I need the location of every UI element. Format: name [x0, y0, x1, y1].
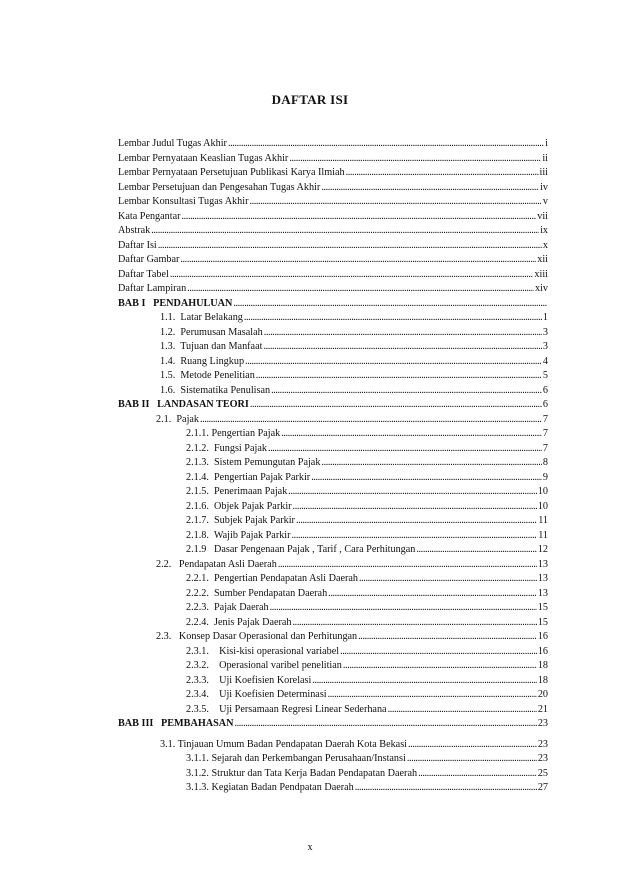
- toc-leader-dots: [346, 166, 539, 181]
- toc-leader-dots: [359, 572, 537, 587]
- toc-entry-page: 16: [537, 645, 548, 657]
- toc-entry: [118, 239, 548, 254]
- toc-entry-label: 3.1. Tinjauan Umum Badan Pendapatan Daerah Kota Bekasi: [160, 738, 407, 750]
- toc-entry-page: xii: [537, 254, 548, 265]
- toc-entry-page: 10: [537, 486, 548, 497]
- toc-leader-dots: [158, 239, 542, 254]
- toc-entry-page: 10: [537, 500, 548, 512]
- toc-entry-label: 2.2.1. Pengertian Pendapatan Asli Daerah: [186, 573, 359, 584]
- toc-entry-page: 8: [542, 457, 548, 468]
- toc-entry: [118, 514, 548, 529]
- toc-entry-page: 12: [537, 544, 548, 555]
- toc-entry: [118, 630, 548, 645]
- toc-entry-label: Daftar Lampiran: [118, 283, 187, 294]
- toc-leader-dots: [293, 616, 537, 631]
- toc-entry-page: 5: [542, 370, 548, 381]
- toc-entry: [118, 485, 548, 500]
- toc-entry: [118, 616, 548, 631]
- toc-entry: [118, 471, 548, 486]
- toc-entry-page: 21: [537, 703, 548, 715]
- toc-leader-dots: [312, 674, 536, 689]
- toc-chapter-entry: [118, 297, 548, 312]
- toc-entry-page: 23: [537, 753, 548, 764]
- toc-leader-dots: [256, 369, 542, 384]
- toc-leader-dots: [228, 137, 544, 152]
- toc-leader-dots: [200, 413, 542, 428]
- toc-entry-label: Lembar Persetujuan dan Pengesahan Tugas Akhir: [118, 181, 321, 193]
- toc-entry: [118, 500, 548, 515]
- toc-leader-dots: [271, 384, 542, 399]
- toc-leader-dots: [244, 311, 542, 326]
- toc-entry-page: xiii: [534, 268, 548, 280]
- toc-entry-label: 1.5. Metode Penelitian: [160, 370, 255, 381]
- toc-entry: [118, 224, 548, 239]
- toc-entry-page: ix: [540, 225, 548, 236]
- toc-entry-page: 15: [537, 602, 548, 613]
- toc-entry-page: 6: [542, 399, 548, 410]
- toc-leader-dots: [233, 297, 547, 312]
- toc-entry-label: 2.1.9 Dasar Pengenaan Pajak , Tarif , Cara Perhitungan: [186, 544, 416, 555]
- toc-chapter-entry: [118, 717, 548, 732]
- toc-entry: [118, 659, 548, 674]
- toc-entry-label: 2.3.2. Operasional varibel penelitian: [186, 660, 342, 671]
- toc-entry-label: 2.1.6. Objek Pajak Parkir: [186, 500, 292, 512]
- toc-entry-page: i: [545, 138, 548, 149]
- toc-entry-label: 1.2. Perumusan Masalah: [160, 326, 263, 338]
- toc-entry-label: 1.1. Latar Belakang: [160, 312, 243, 323]
- toc-entry: [118, 195, 548, 210]
- toc-entry-label: BAB II LANDASAN TEORI: [118, 399, 249, 410]
- toc-entry: [118, 456, 548, 471]
- toc-entry-label: 2.1.2. Fungsi Pajak: [186, 442, 267, 454]
- toc-entry-label: 2.1. Pajak: [156, 413, 200, 425]
- toc-entry-label: 2.1.8. Wajib Pajak Parkir: [186, 529, 291, 541]
- toc-entry-label: 2.1.3. Sistem Pemungutan Pajak: [186, 457, 321, 468]
- toc-entry-label: Kata Pengantar: [118, 210, 181, 222]
- toc-entry-label: 2.3.3. Uji Koefisien Korelasi: [186, 674, 312, 686]
- toc-leader-dots: [418, 767, 537, 782]
- toc-leader-dots: [170, 268, 534, 283]
- toc-entry-page: 18: [537, 660, 548, 671]
- toc-entry: [118, 326, 548, 341]
- toc-leader-dots: [292, 529, 538, 544]
- toc-entry-label: Lembar Pernyataan Persetujuan Publikasi Karya Ilmiah: [118, 167, 345, 178]
- toc-entry-label: Abstrak: [118, 225, 151, 236]
- toc-leader-dots: [249, 195, 541, 210]
- toc-entry: [118, 340, 548, 355]
- table-of-contents: [118, 137, 548, 796]
- toc-entry: [118, 166, 548, 181]
- toc-entry-label: 2.2.3. Pajak Daerah: [186, 602, 269, 613]
- toc-leader-dots: [407, 752, 537, 767]
- toc-leader-dots: [293, 500, 537, 515]
- toc-entry-page: 13: [537, 587, 548, 599]
- toc-entry-label: 1.4. Ruang Lingkup: [160, 355, 245, 367]
- toc-leader-dots: [182, 210, 537, 225]
- toc-entry-page: xiv: [534, 283, 548, 294]
- toc-leader-dots: [343, 659, 537, 674]
- toc-entry: [118, 529, 548, 544]
- toc-leader-dots: [388, 703, 537, 718]
- toc-entry-page: 23: [537, 738, 548, 750]
- toc-entry: [118, 311, 548, 326]
- toc-entry: [118, 688, 548, 703]
- toc-leader-dots: [416, 543, 536, 558]
- toc-entry-label: 2.2.2. Sumber Pendapatan Daerah: [186, 587, 328, 599]
- toc-entry-label: 2.2.4. Jenis Pajak Daerah: [186, 616, 292, 628]
- toc-leader-dots: [355, 781, 537, 796]
- toc-leader-dots: [180, 253, 536, 268]
- toc-leader-dots: [278, 558, 537, 573]
- toc-entry-page: 27: [537, 782, 548, 793]
- toc-entry: [118, 442, 548, 457]
- toc-entry-label: 2.1.7. Subjek Pajak Parkir: [186, 515, 295, 526]
- toc-leader-dots: [358, 630, 537, 645]
- toc-entry-label: Lembar Pernyataan Keaslian Tugas Akhir: [118, 152, 289, 164]
- toc-leader-dots: [288, 485, 537, 500]
- toc-chapter-entry: [118, 398, 548, 413]
- toc-entry: [118, 572, 548, 587]
- toc-leader-dots: [328, 688, 537, 703]
- toc-entry: [118, 738, 548, 753]
- toc-entry: [118, 355, 548, 370]
- toc-entry-label: 3.1.2. Struktur dan Tata Kerja Badan Pendapatan Daerah: [186, 767, 418, 779]
- toc-entry-label: 2.1.4. Pengertian Pajak Parkir: [186, 471, 311, 483]
- toc-entry-page: iv: [540, 181, 548, 193]
- toc-entry-page: 6: [542, 384, 548, 396]
- toc-entry: [118, 413, 548, 428]
- toc-entry: [118, 282, 548, 297]
- toc-entry-label: 1.3. Tujuan dan Manfaat: [160, 341, 263, 352]
- toc-leader-dots: [234, 717, 536, 732]
- toc-entry-page: 3: [542, 326, 548, 338]
- toc-entry: [118, 268, 548, 283]
- toc-entry: [118, 543, 548, 558]
- toc-leader-dots: [281, 427, 542, 442]
- toc-entry-label: BAB III PEMBAHASAN: [118, 718, 234, 729]
- toc-entry: [118, 384, 548, 399]
- toc-entry: [118, 703, 548, 718]
- toc-entry-page: 9: [542, 471, 548, 483]
- toc-entry: [118, 369, 548, 384]
- toc-entry-label: 1.6. Sistematika Penulisan: [160, 384, 271, 396]
- toc-entry-page: 1: [542, 312, 548, 323]
- toc-leader-dots: [250, 398, 542, 413]
- toc-entry-page: 23: [537, 718, 548, 729]
- toc-entry-page: 3: [542, 341, 548, 352]
- toc-entry-label: 2.3.4. Uji Koefisien Determinasi: [186, 689, 327, 700]
- toc-entry-label: BAB I PENDAHULUAN: [118, 297, 233, 309]
- toc-entry: [118, 645, 548, 660]
- toc-entry-label: Daftar Gambar: [118, 254, 180, 265]
- toc-entry-label: 2.1.1. Pengertian Pajak: [186, 428, 281, 439]
- toc-entry-page: v: [542, 196, 548, 207]
- toc-entry-label: Daftar Tabel: [118, 268, 169, 280]
- toc-entry: [118, 137, 548, 152]
- toc-entry-page: 18: [537, 674, 548, 686]
- toc-entry-label: 2.3.5. Uji Persamaan Regresi Linear Sederhana: [186, 703, 387, 715]
- toc-entry-page: 7: [542, 442, 548, 454]
- toc-entry-page: 11: [538, 515, 548, 526]
- toc-entry: [118, 767, 548, 782]
- toc-leader-dots: [289, 152, 541, 167]
- toc-leader-dots: [408, 738, 537, 753]
- toc-entry-page: 7: [542, 428, 548, 439]
- toc-entry: [118, 181, 548, 196]
- toc-leader-dots: [340, 645, 537, 660]
- toc-entry: [118, 781, 548, 796]
- toc-leader-dots: [151, 224, 539, 239]
- toc-entry-page: x: [542, 239, 548, 251]
- toc-entry-label: 3.1.1. Sejarah dan Perkembangan Perusahaan/Instansi: [186, 753, 406, 764]
- toc-entry-label: Lembar Judul Tugas Akhir: [118, 138, 227, 149]
- toc-entry-label: 2.3.1. Kisi-kisi operasional variabel: [186, 645, 340, 657]
- toc-entry-page: ii: [542, 152, 548, 164]
- toc-leader-dots: [328, 587, 537, 602]
- toc-leader-dots: [187, 282, 534, 297]
- toc-leader-dots: [270, 601, 537, 616]
- toc-entry: [118, 752, 548, 767]
- toc-entry-page: iii: [539, 167, 548, 178]
- toc-entry: [118, 674, 548, 689]
- toc-leader-dots: [268, 442, 542, 457]
- toc-leader-dots: [311, 471, 542, 486]
- page-title: DAFTAR ISI: [271, 92, 349, 107]
- toc-entry-label: 2.1.5. Penerimaan Pajak: [186, 486, 288, 497]
- toc-entry-page: 11: [538, 529, 548, 541]
- toc-entry-label: 3.1.3. Kegiatan Badan Pendpatan Daerah: [186, 782, 354, 793]
- toc-entry-label: 2.3. Konsep Dasar Operasional dan Perhitungan: [156, 631, 358, 642]
- toc-entry-page: vii: [537, 210, 548, 222]
- toc-entry: [118, 152, 548, 167]
- toc-entry: [118, 558, 548, 573]
- toc-entry: [118, 253, 548, 268]
- toc-leader-dots: [245, 355, 542, 370]
- toc-entry-label: 2.2. Pendapatan Asli Daerah: [156, 558, 277, 570]
- toc-entry-page: 13: [537, 573, 548, 584]
- toc-entry-label: Lembar Konsultasi Tugas Akhir: [118, 196, 249, 207]
- toc-entry: [118, 587, 548, 602]
- toc-entry-page: 25: [537, 767, 548, 779]
- toc-leader-dots: [321, 181, 539, 196]
- page-number: x: [307, 842, 313, 853]
- toc-entry-label: Daftar Isi: [118, 239, 157, 251]
- toc-leader-dots: [264, 326, 542, 341]
- toc-entry-page: 7: [542, 413, 548, 425]
- toc-entry-page: 15: [537, 616, 548, 628]
- toc-entry-page: 20: [537, 689, 548, 700]
- toc-leader-dots: [263, 340, 541, 355]
- toc-leader-dots: [296, 514, 537, 529]
- toc-entry-page: 4: [542, 355, 548, 367]
- toc-entry-page: 16: [537, 631, 548, 642]
- toc-entry: [118, 427, 548, 442]
- toc-leader-dots: [321, 456, 541, 471]
- toc-entry-page: 13: [537, 558, 548, 570]
- toc-entry: [118, 601, 548, 616]
- toc-entry: [118, 210, 548, 225]
